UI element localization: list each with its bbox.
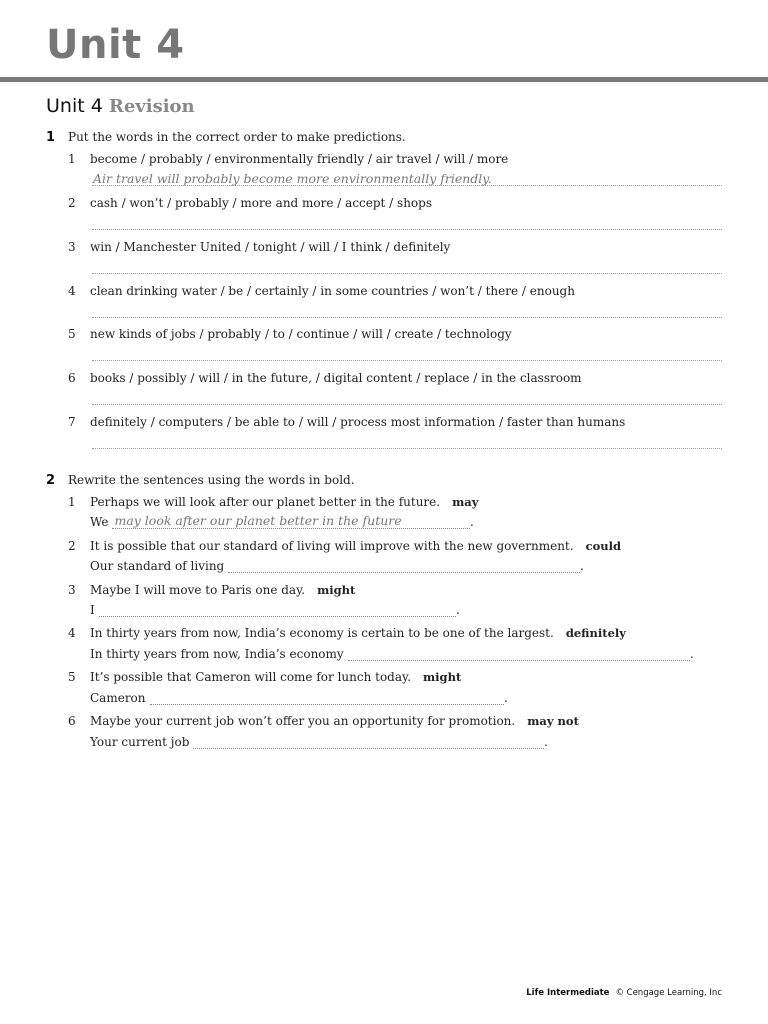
ex2-rewrite-row	[90, 515, 474, 529]
ex1-item-number: 1	[68, 152, 76, 166]
ex1-item-number: 7	[68, 415, 76, 429]
ex2-rewrite-start: I	[90, 603, 95, 617]
ex1-item-number: 4	[68, 284, 76, 298]
ex2-rewrite-start: We	[90, 515, 109, 529]
ex2-item-sentence	[90, 539, 621, 553]
ex2-keyword: might	[317, 583, 356, 597]
ex1-item-number: 3	[68, 240, 76, 254]
exercise-1-instruction: Put the words in the correct order to make predictions.	[68, 130, 406, 144]
exercise-1-number: 1	[46, 130, 56, 145]
ex1-answer-line[interactable]	[92, 317, 722, 318]
section-title	[46, 95, 195, 117]
ex1-item-number: 2	[68, 196, 76, 210]
ex1-item-prompt: new kinds of jobs / probably / to / continue / will / create / technology	[90, 327, 512, 341]
exercise-2-instruction: Rewrite the sentences using the words in bold.	[68, 473, 355, 487]
ex2-item-number: 3	[68, 583, 76, 597]
ex2-rewrite-start: Our standard of living	[90, 559, 225, 573]
ex2-item-number: 1	[68, 495, 76, 509]
ex2-answer-blank[interactable]	[150, 692, 504, 705]
ex1-item-prompt: cash / won’t / probably / more and more / accept / shops	[90, 196, 432, 210]
header-rule	[0, 77, 768, 82]
ex2-rewrite-start: Your current job	[90, 735, 190, 749]
ex2-rewrite-end: .	[504, 691, 508, 705]
ex1-answer-line[interactable]	[92, 448, 722, 449]
ex2-answer-blank[interactable]	[112, 513, 470, 529]
ex2-answer-blank[interactable]	[348, 648, 690, 661]
ex2-item-sentence	[90, 583, 355, 597]
ex2-rewrite-end: .	[470, 515, 474, 529]
ex1-item-prompt: books / possibly / will / in the future, / digital content / replace / in the classroom	[90, 371, 582, 385]
ex1-item-prompt: clean drinking water / be / certainly / in some countries / won’t / there / enough	[90, 284, 575, 298]
ex2-keyword: may	[452, 495, 479, 509]
ex2-item-sentence	[90, 670, 461, 684]
ex1-answer-line[interactable]	[92, 273, 722, 274]
ex2-item-number: 5	[68, 670, 76, 684]
ex2-keyword: could	[585, 539, 622, 553]
ex2-answer-blank[interactable]	[228, 560, 580, 573]
ex2-keyword: might	[423, 670, 462, 684]
section-unit-label: Unit 4	[46, 95, 103, 117]
ex2-rewrite-row	[90, 559, 584, 573]
ex2-keyword: may not	[527, 714, 579, 728]
ex2-answer-blank[interactable]	[193, 736, 544, 749]
ex2-item-number: 2	[68, 539, 76, 553]
footer-book-title: Life Intermediate	[526, 988, 610, 998]
page-unit-header: Unit 4	[46, 22, 185, 68]
ex2-item-number: 6	[68, 714, 76, 728]
ex1-example-answer: Air travel will probably become more environmentally friendly.	[93, 171, 492, 186]
ex2-sentence-text: In thirty years from now, India’s economy is certain to be one of the largest.	[90, 626, 554, 640]
exercise-2-number: 2	[46, 473, 56, 488]
footer-copyright: © Cengage Learning, Inc	[615, 988, 722, 998]
ex2-rewrite-row	[90, 647, 694, 661]
ex2-sentence-text: Maybe your current job won’t offer you an opportunity for promotion.	[90, 714, 516, 728]
ex2-item-number: 4	[68, 626, 76, 640]
ex2-rewrite-start: Cameron	[90, 691, 146, 705]
ex1-answer-line[interactable]	[92, 185, 722, 186]
ex2-sentence-text: Maybe I will move to Paris one day.	[90, 583, 306, 597]
ex2-rewrite-row	[90, 691, 508, 705]
page-footer	[526, 988, 722, 998]
ex2-sentence-text: It is possible that our standard of living will improve with the new government.	[90, 539, 574, 553]
ex1-item-prompt: definitely / computers / be able to / will / process most information / faster than humans	[90, 415, 626, 429]
ex2-rewrite-end: .	[456, 603, 460, 617]
ex2-rewrite-end: .	[544, 735, 548, 749]
ex1-item-prompt: win / Manchester United / tonight / will / I think / definitely	[90, 240, 451, 254]
ex2-item-sentence	[90, 714, 579, 728]
ex1-item-number: 6	[68, 371, 76, 385]
ex2-answer-blank[interactable]	[99, 604, 456, 617]
ex2-rewrite-end: .	[690, 647, 694, 661]
ex2-rewrite-start: In thirty years from now, India’s economy	[90, 647, 344, 661]
ex1-answer-line[interactable]	[92, 229, 722, 230]
ex1-answer-line[interactable]	[92, 404, 722, 405]
ex2-item-sentence	[90, 626, 626, 640]
ex2-rewrite-end: .	[580, 559, 584, 573]
ex2-sentence-text: It’s possible that Cameron will come for lunch today.	[90, 670, 412, 684]
ex2-keyword: definitely	[565, 626, 626, 640]
ex1-item-prompt: become / probably / environmentally friendly / air travel / will / more	[90, 152, 509, 166]
ex2-rewrite-row	[90, 603, 460, 617]
ex2-item-sentence	[90, 495, 478, 509]
ex2-sentence-text: Perhaps we will look after our planet better in the future.	[90, 495, 441, 509]
ex2-example-answer: may look after our planet better in the future	[114, 513, 402, 528]
section-title-revision: Revision	[108, 96, 195, 117]
ex1-item-number: 5	[68, 327, 76, 341]
ex1-answer-line[interactable]	[92, 360, 722, 361]
ex2-rewrite-row	[90, 735, 548, 749]
